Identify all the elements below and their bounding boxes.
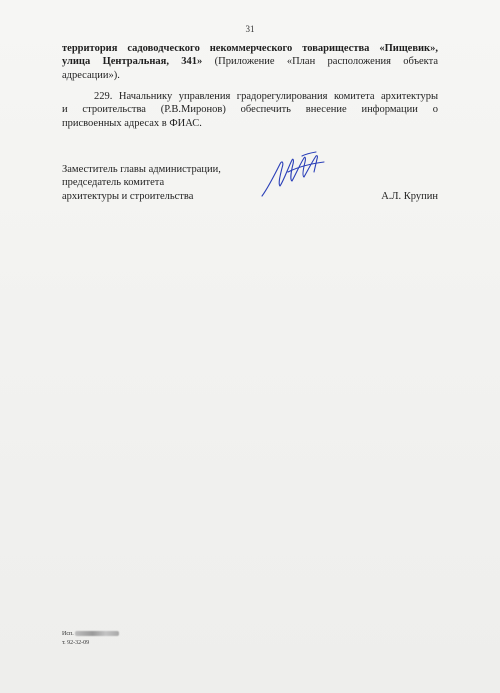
address-line-2 bbox=[62, 55, 438, 68]
address-line-3: адресации»). bbox=[62, 69, 120, 81]
address-line-1: территория садоводческого некоммерческого товарищества «Пищевик», bbox=[62, 43, 438, 54]
signer-title-line-2: председатель комитета bbox=[62, 177, 165, 189]
appendix-reference: (Приложение «План расположения объекта bbox=[202, 56, 439, 68]
handwritten-signature-icon bbox=[258, 150, 328, 200]
signer-title-line-3: архитектуры и строительства bbox=[62, 190, 194, 202]
signer-name: А.Л. Крупин bbox=[381, 190, 438, 202]
paragraph-address bbox=[62, 42, 438, 82]
paragraph-229-line-2: и строительства (Р.В.Миронов) обеспечить внесение информации о bbox=[62, 104, 438, 116]
page-number: 31 bbox=[245, 24, 255, 34]
signer-title-line-1: Заместитель главы администрации, bbox=[62, 164, 221, 175]
signature-block bbox=[62, 163, 438, 203]
executor-phone: т. 92-32-09 bbox=[62, 640, 90, 646]
paragraph-229 bbox=[62, 90, 438, 130]
redacted-executor-name bbox=[75, 631, 119, 636]
street-name: улица Центральная, 341» bbox=[62, 56, 203, 68]
executor-footer bbox=[62, 630, 119, 648]
paragraph-229-line-1: 229. Начальнику управления градорегулирования комитета архитектуры bbox=[94, 91, 438, 102]
paragraph-229-line-3: присвоенных адресах в ФИАС. bbox=[62, 117, 202, 129]
executor-line: Исп. bbox=[62, 630, 119, 639]
